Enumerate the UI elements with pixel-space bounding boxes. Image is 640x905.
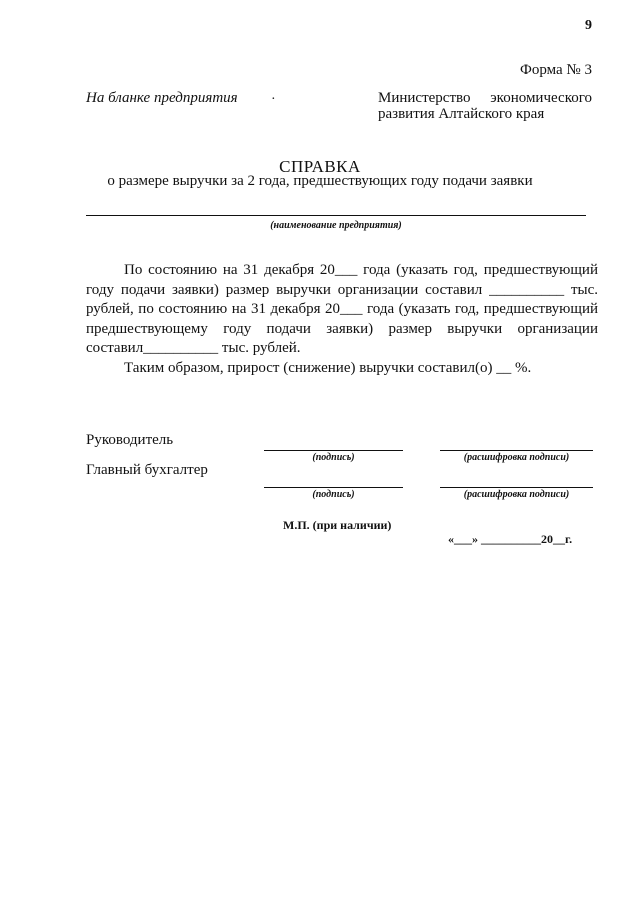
letterhead-dot: ·: [271, 92, 276, 107]
page-number: 9: [585, 18, 592, 33]
ministry-word-1: Министерство: [378, 90, 471, 106]
head-label: Руководитель: [86, 432, 174, 448]
accountant-signature-line[interactable]: [264, 487, 403, 488]
accountant-signature-caption: (подпись): [312, 489, 355, 500]
head-transcript-caption: (расшифровка подписи): [463, 452, 570, 463]
ministry-line-1: [378, 90, 592, 106]
stamp-place: М.П. (при наличии): [283, 518, 392, 532]
document-title: СПРАВКА: [279, 157, 361, 176]
ministry-word-2: экономического: [490, 90, 592, 106]
head-signature-line[interactable]: [264, 450, 403, 451]
accountant-transcript-line[interactable]: [440, 487, 593, 488]
accountant-transcript-caption: (расшифровка подписи): [463, 489, 570, 500]
growth-paragraph: Таким образом, прирост (снижение) выручки составил(о) __ %.: [124, 359, 532, 376]
accountant-label: Главный бухгалтер: [86, 462, 208, 478]
ministry-line-2: развития Алтайского края: [378, 106, 545, 122]
certificate-body: [86, 261, 598, 378]
letterhead-note: На бланке предприятия: [86, 90, 238, 106]
head-transcript-line[interactable]: [440, 450, 593, 451]
organization-name-caption: (наименование предприятия): [270, 220, 402, 231]
date-field[interactable]: «___» __________20__г.: [448, 532, 573, 546]
form-number: Форма № 3: [520, 62, 592, 78]
organization-name-line[interactable]: [86, 215, 586, 216]
head-signature-caption: (подпись): [312, 452, 355, 463]
document-subtitle: о размере выручки за 2 года, предшествующих году подачи заявки: [107, 173, 533, 189]
revenue-paragraph: По состоянию на 31 декабря 20___ года (указать год, предшествующий году подачи заявки) размер выручки организации составил __________ тыс. рублей, по состоянию на 31 декабря 20___ года (указать год, предшествующий предшествующему году подачи заявки) размер выручки организации составил__________ тыс. рублей.: [86, 262, 598, 356]
addressee-ministry: [378, 90, 592, 122]
